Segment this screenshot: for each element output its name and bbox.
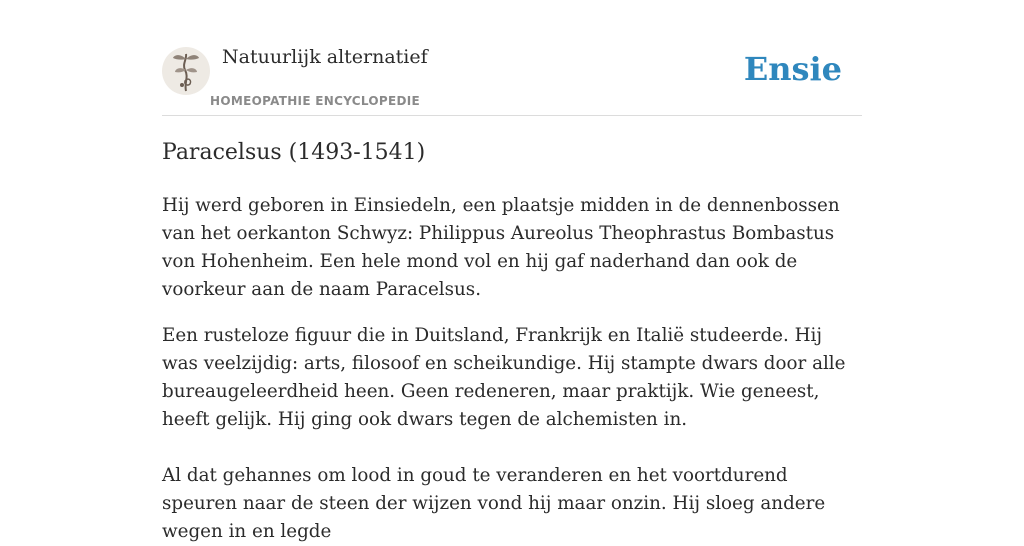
brand-logo-link[interactable]: Ensie — [743, 50, 842, 88]
article-paragraph: Hij werd geboren in Einsiedeln, een plaatsje midden in de dennenbossen van het oerkanton Schwyz: Philippus Aureolus Theophrastus Bombastus von Hohenheim. Een hele mond vol en hij gaf naderhand dan ook de voorkeur aan de naam Paracelsus. — [162, 195, 840, 300]
site-header — [162, 40, 862, 116]
paragraph-gap — [162, 304, 862, 322]
plant-illustration-icon[interactable] — [162, 47, 210, 95]
article-paragraph: Al dat gehannes om lood in goud te veranderen en het voortdurend speuren naar de steen der wijzen vond hij maar onzin. Hij sloeg andere wegen in en legde — [162, 465, 826, 542]
site-subtitle: HOMEOPATHIE ENCYCLOPEDIE — [210, 94, 421, 108]
article-paragraph: Een rusteloze figuur die in Duitsland, Frankrijk en Italië studeerde. Hij was veelzijdig: arts, filosoof en scheikundige. Hij stampte dwars door alle bureaugeleerdheid heen. Geen redeneren, maar praktijk. Wie geneest, heeft gelijk. Hij ging ook dwars tegen de alchemisten in. — [162, 325, 846, 430]
site-title[interactable]: Natuurlijk alternatief — [222, 46, 428, 68]
paragraph-gap — [162, 434, 862, 462]
article-body — [162, 192, 862, 546]
article-title: Paracelsus (1493-1541) — [162, 140, 426, 165]
